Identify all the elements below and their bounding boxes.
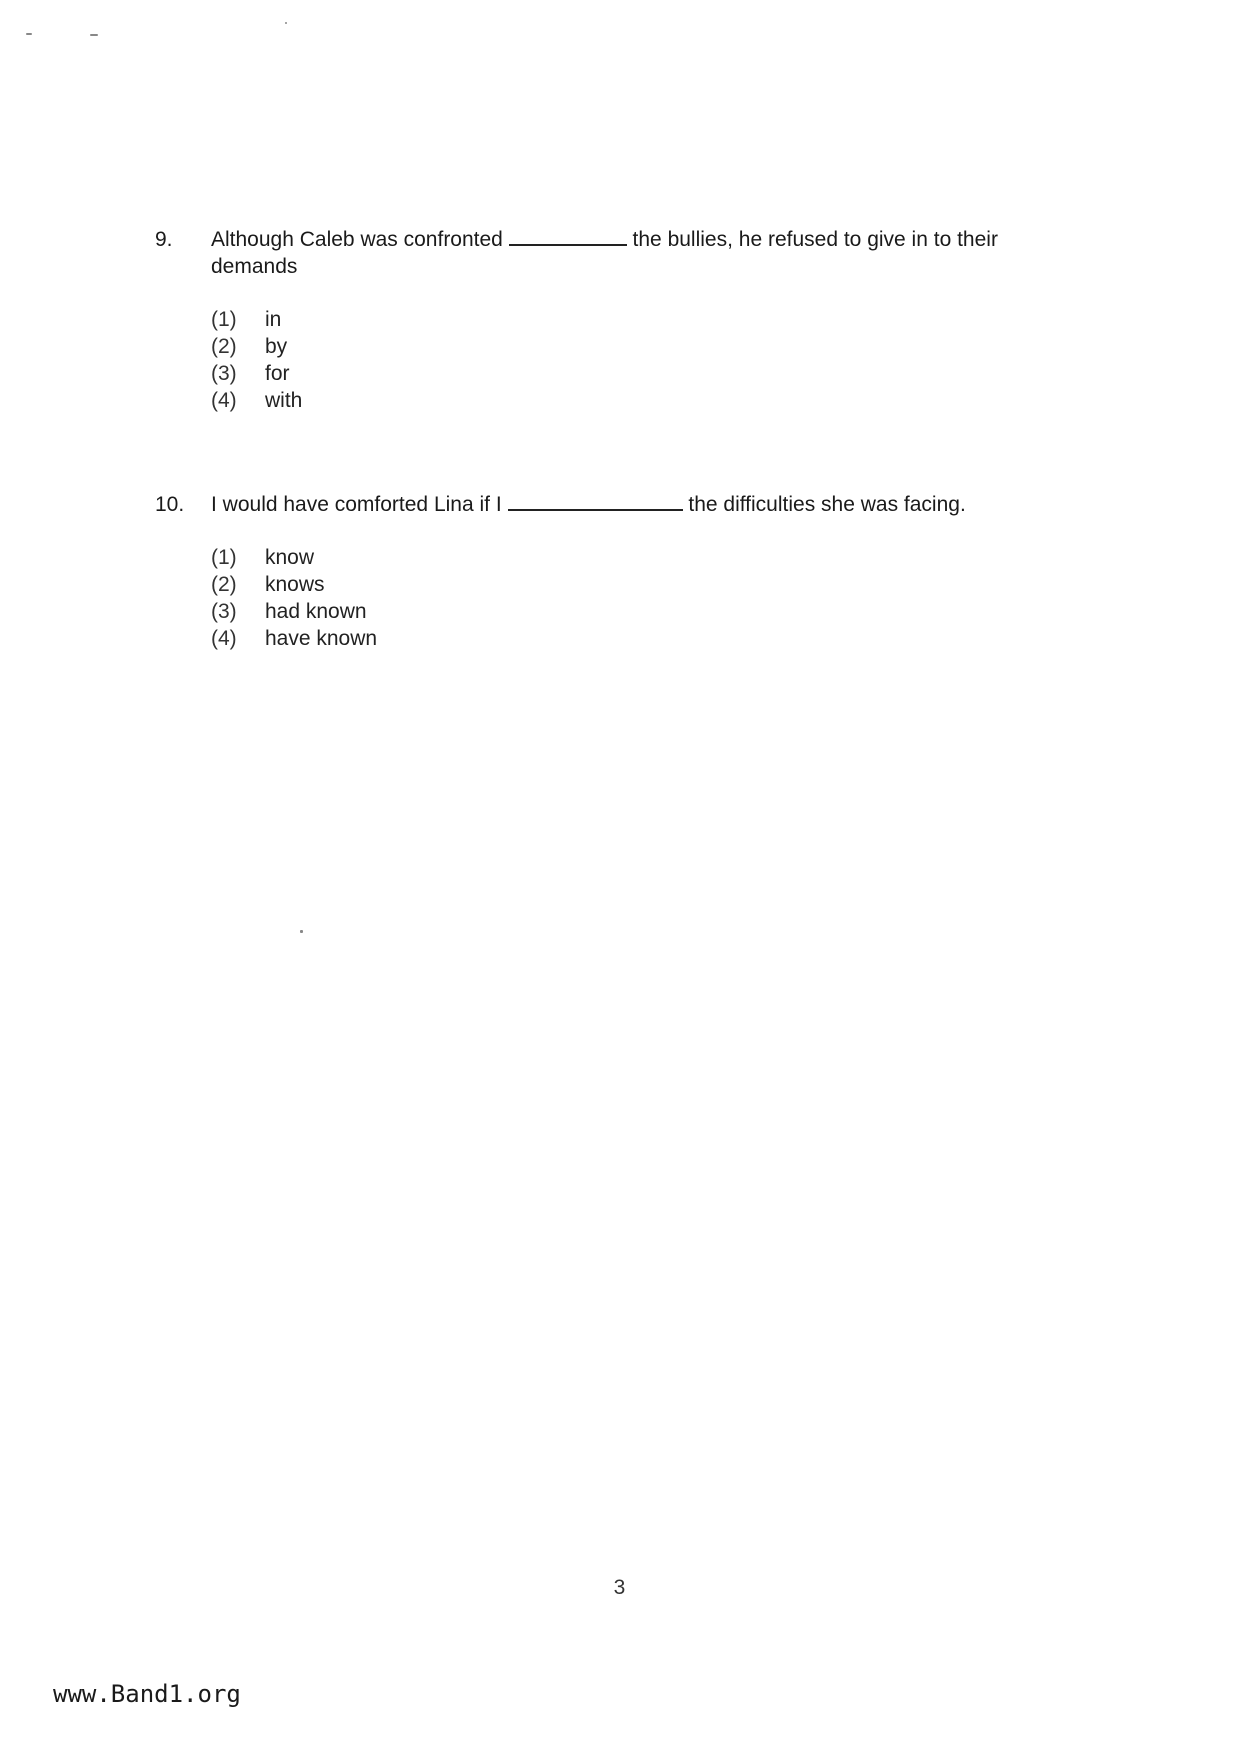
option-text: with bbox=[265, 389, 303, 412]
option-text: have known bbox=[265, 627, 378, 650]
option-text: for bbox=[265, 362, 290, 385]
question-text-before: I would have comforted Lina if I bbox=[211, 493, 502, 516]
answer-options bbox=[211, 306, 1055, 414]
question-text-after: the bullies, he refused to give in to their demands bbox=[211, 228, 998, 278]
option-1 bbox=[211, 306, 1055, 333]
option-2 bbox=[211, 571, 1105, 598]
answer-blank bbox=[508, 491, 683, 511]
option-text: know bbox=[265, 546, 315, 569]
question-number: 9. bbox=[155, 228, 173, 251]
option-text: knows bbox=[265, 573, 325, 596]
scan-speck bbox=[26, 33, 32, 35]
option-number: (2) bbox=[211, 335, 237, 358]
page-number: 3 bbox=[613, 1576, 626, 1599]
option-number: (4) bbox=[211, 627, 237, 650]
option-text: had known bbox=[265, 600, 367, 623]
scan-speck bbox=[285, 22, 287, 24]
question-9 bbox=[155, 226, 1055, 414]
option-1 bbox=[211, 544, 1105, 571]
option-2 bbox=[211, 333, 1055, 360]
option-number: (1) bbox=[211, 546, 237, 569]
answer-options bbox=[211, 544, 1105, 652]
option-4 bbox=[211, 625, 1105, 652]
option-3 bbox=[211, 360, 1055, 387]
question-text bbox=[211, 491, 1111, 518]
question-number: 10. bbox=[155, 493, 185, 516]
option-text: in bbox=[265, 308, 282, 331]
option-number: (3) bbox=[211, 362, 237, 385]
option-number: (2) bbox=[211, 573, 237, 596]
scan-speck bbox=[90, 34, 98, 36]
question-text bbox=[211, 226, 1041, 280]
option-4 bbox=[211, 387, 1055, 414]
scan-speck bbox=[300, 930, 303, 933]
question-text-before: Although Caleb was confronted bbox=[211, 228, 503, 251]
answer-blank bbox=[509, 226, 627, 246]
question-text-after: the difficulties she was facing. bbox=[688, 493, 966, 516]
option-3 bbox=[211, 598, 1105, 625]
option-text: by bbox=[265, 335, 288, 358]
site-watermark: www.Band1.org bbox=[53, 1680, 241, 1708]
option-number: (4) bbox=[211, 389, 237, 412]
option-number: (3) bbox=[211, 600, 237, 623]
question-10 bbox=[155, 491, 1105, 652]
option-number: (1) bbox=[211, 308, 237, 331]
